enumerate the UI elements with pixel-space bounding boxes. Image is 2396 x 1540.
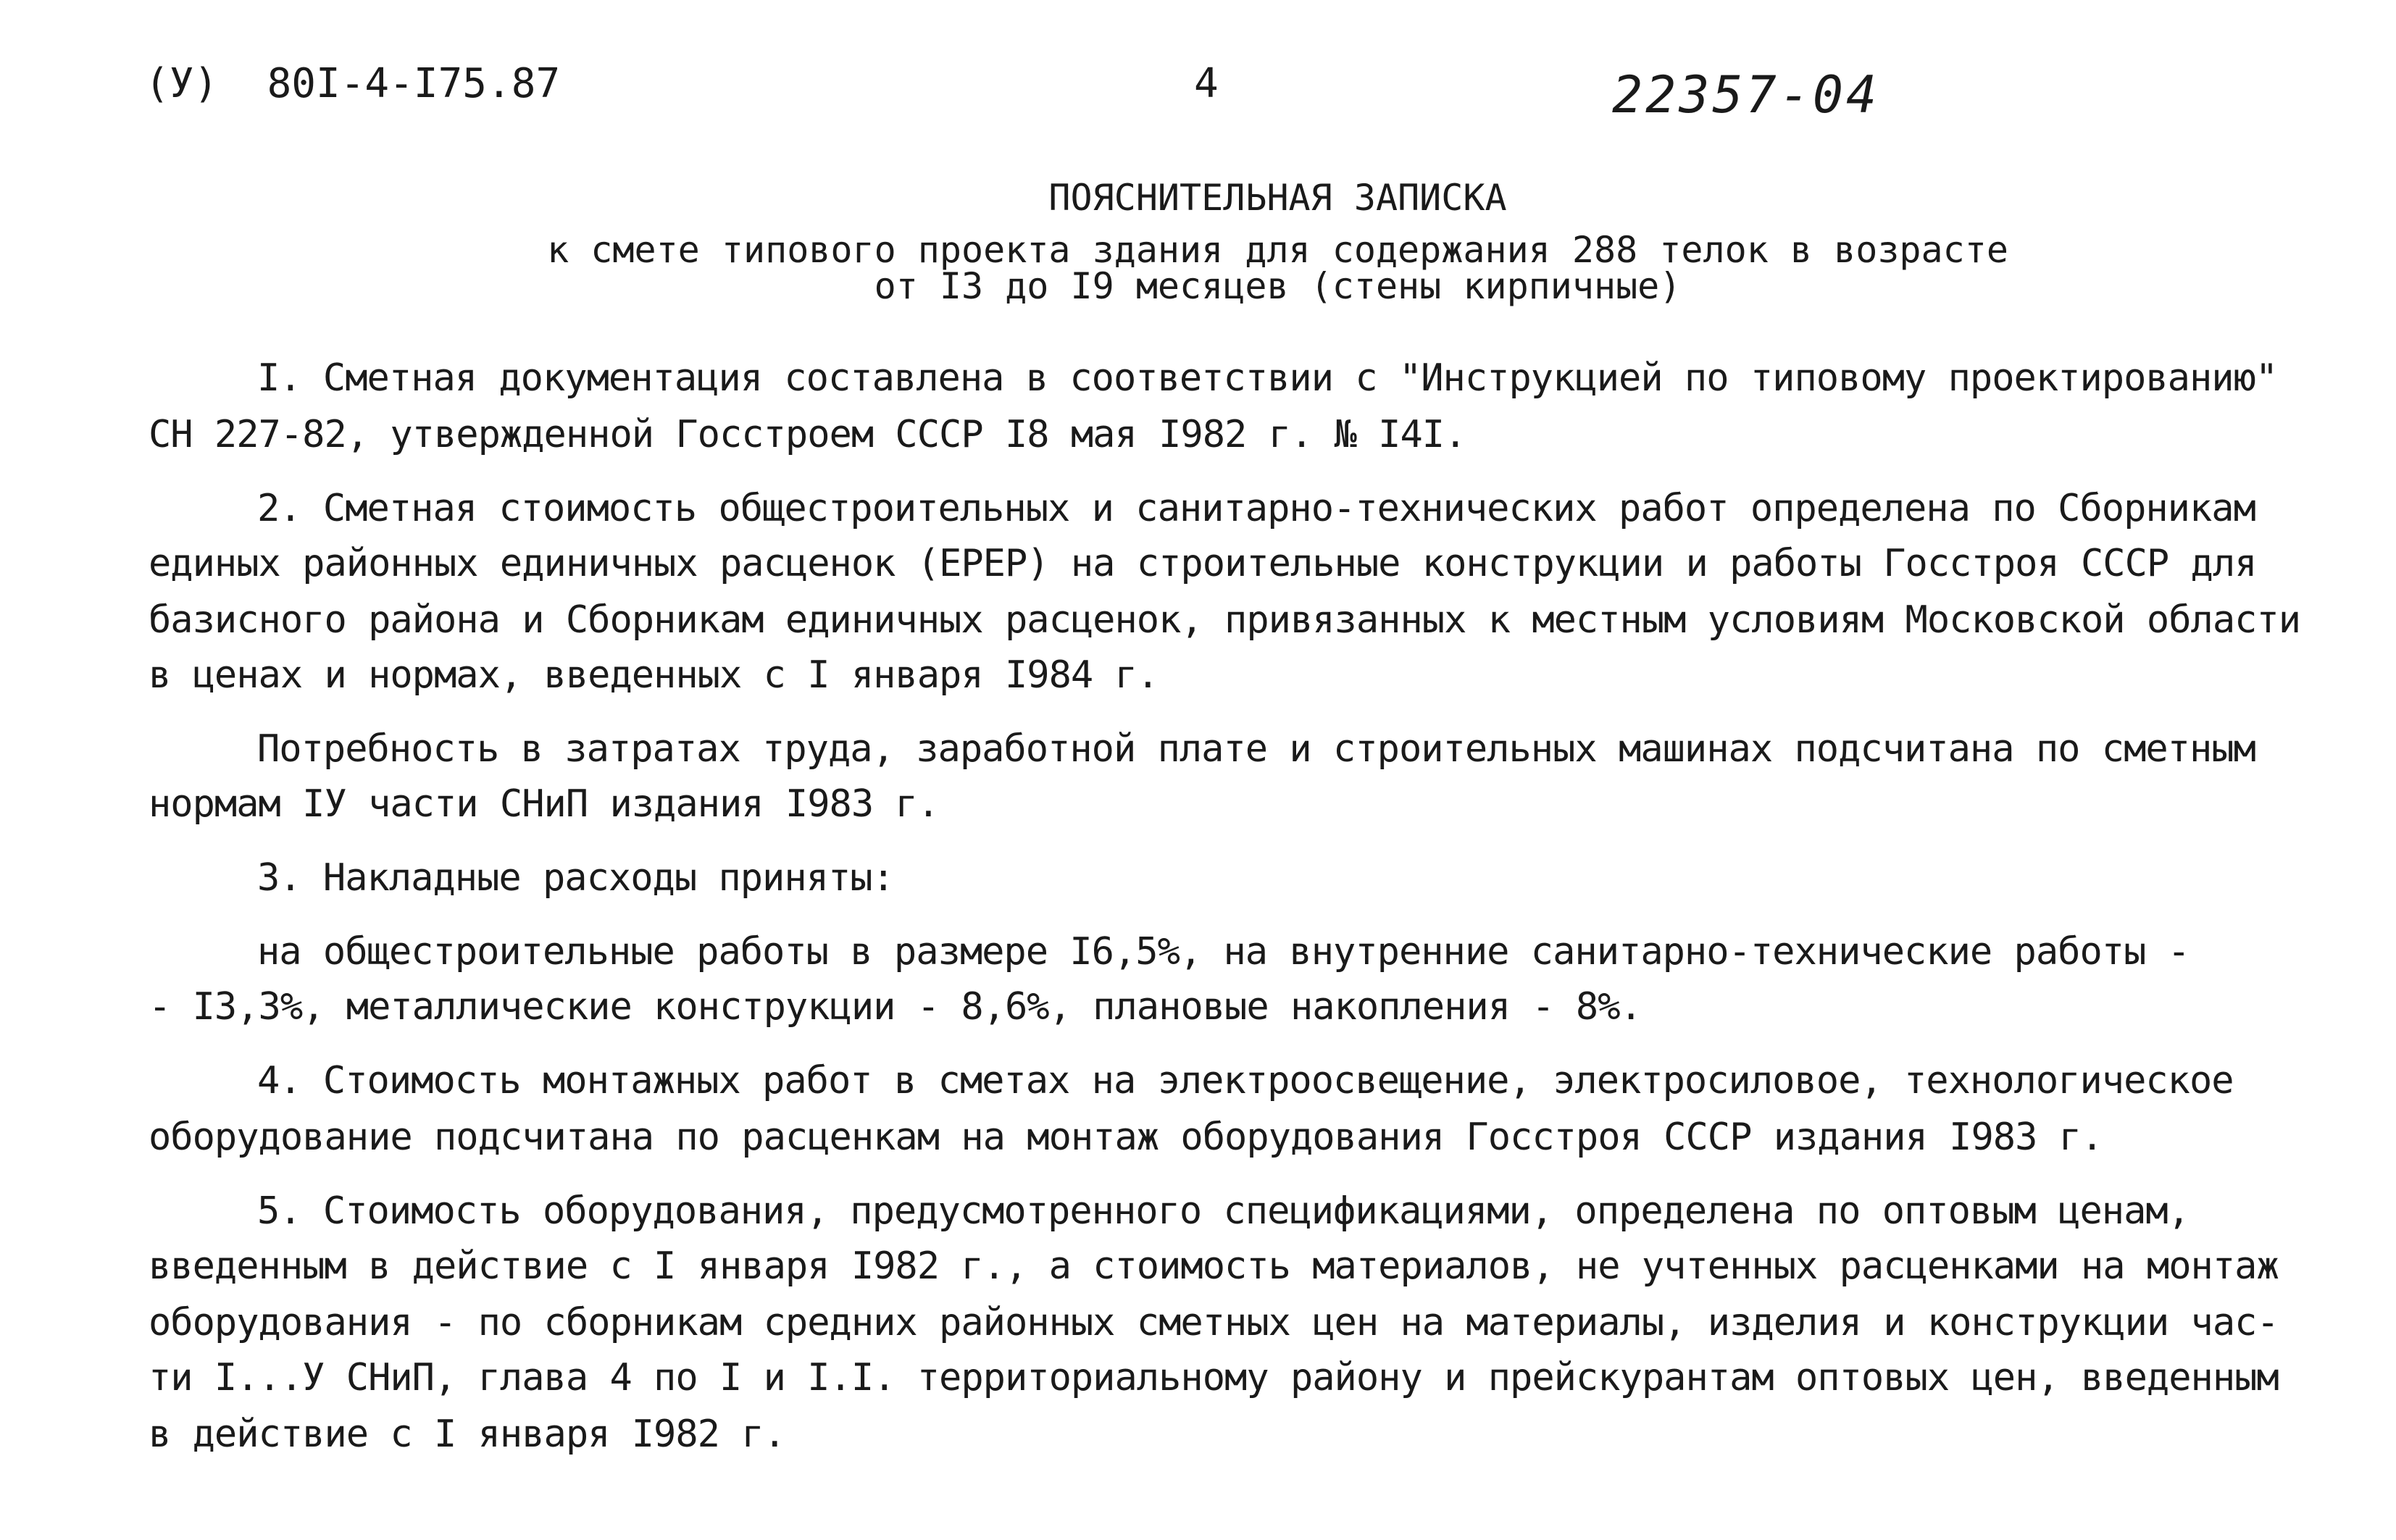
text-line: 5. Стоимость оборудования, предусмотренного спецификациями, определена по оптовым ценам,	[257, 1189, 2190, 1233]
document-stamp-number: 22357-04	[1612, 65, 1880, 125]
text-line: на общестроительные работы в размере I6,5%, на внутренние санитарно-технические работы -	[257, 930, 2190, 974]
text-line: 2. Сметная стоимость общестроительных и санитарно-технических работ определена по Сборникам	[257, 487, 2255, 530]
text-line: базисного района и Сборникам единичных расценок, привязанных к местным условиям Московской области	[149, 598, 2301, 642]
page-number: 4	[1194, 60, 1219, 107]
text-line: в действие с I января I982 г.	[149, 1413, 785, 1456]
text-line: введенным в действие с I января I982 г., а стоимость материалов, не учтенных расценками на монтаж	[149, 1244, 2279, 1288]
document-subtitle-line-2: от I3 до I9 месяцев (стены кирпичные)	[874, 265, 1682, 307]
text-line: I. Сметная документация составлена в соответствии с "Инструкцией по типовому проектированию"	[257, 356, 2278, 400]
text-line: - I3,3%, металлические конструкции - 8,6%, плановые накопления - 8%.	[149, 985, 1642, 1029]
text-line: единых районных единичных расценок (ЕРЕР) на строительные конструкции и работы Госстроя СССР для	[149, 542, 2257, 585]
document-subtitle-line-1: к смете типового проекта здания для содержания 288 телок в возрасте	[547, 229, 2008, 271]
text-line: нормам IУ части СНиП издания I983 г.	[149, 782, 940, 826]
document-code: (У) 80I-4-I75.87	[145, 60, 561, 107]
text-line: Потребность в затратах труда, заработной плате и строительных машинах подсчитана по сметным	[257, 727, 2255, 771]
text-line: оборудования - по сборникам средних районных сметных цен на материалы, изделия и конструкции час-	[149, 1301, 2279, 1344]
text-line: оборудование подсчитана по расценкам на монтаж оборудования Госстроя СССР издания I983 г.	[149, 1116, 2103, 1159]
text-line: 3. Накладные расходы приняты:	[257, 856, 894, 900]
text-line: в ценах и нормах, введенных с I января I984 г.	[149, 653, 1159, 697]
document-heading: ПОЯСНИТЕЛЬНАЯ ЗАПИСКА	[1048, 177, 1507, 219]
text-line: СН 227-82, утвержденной Госстроем СССР I8 мая I982 г. № I4I.	[149, 413, 1466, 456]
text-line: ти I...У СНиП, глава 4 по I и I.I. территориальному району и прейскурантам оптовых цен, введенным	[149, 1356, 2279, 1399]
text-line: 4. Стоимость монтажных работ в сметах на электроосвещение, электросиловое, технологическое	[257, 1059, 2234, 1102]
